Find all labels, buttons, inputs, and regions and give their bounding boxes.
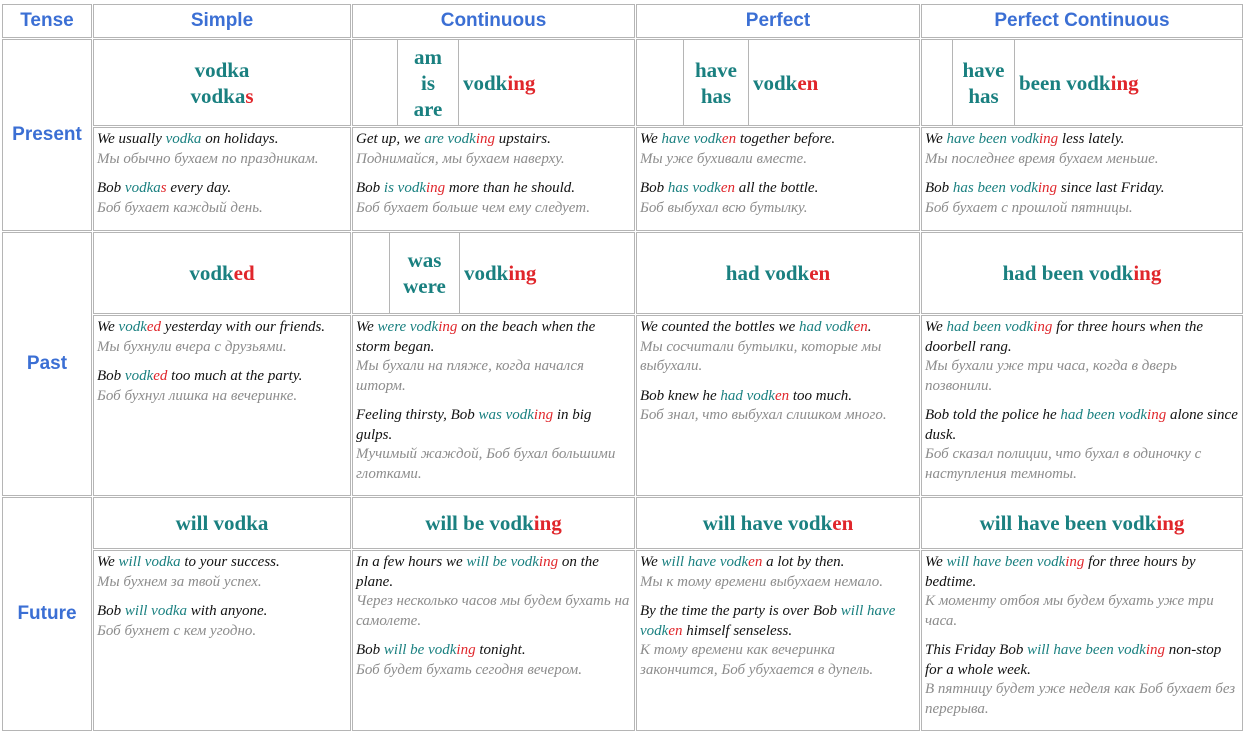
- example-sentence: [925, 553, 1239, 631]
- example-russian: Мы обычно бухаем по праздникам.: [97, 150, 319, 167]
- example-sentence: [97, 318, 347, 357]
- header-perfect: Perfect: [636, 4, 920, 38]
- example-sentence: [640, 130, 916, 169]
- example-russian: Боб будет бухать сегодня вечером.: [356, 661, 582, 678]
- example-english: Bob vodked too much at the party.: [97, 368, 303, 384]
- row-label-past: Past: [2, 232, 92, 496]
- examples-past-continuous: [352, 315, 635, 496]
- example-sentence: [925, 406, 1239, 484]
- example-russian: Мы к тому времени выбухаем немало.: [640, 573, 883, 590]
- examples-future-perfect: [636, 550, 920, 731]
- aux-stack: have has: [962, 57, 1005, 108]
- example-russian: Боб выбухал всю бутылку.: [640, 199, 808, 216]
- verb-form: been vodk ing: [1019, 70, 1139, 95]
- form-line: vodka: [194, 57, 250, 82]
- example-russian: В пятницу будет уже неделя как Боб бухает без перерыва.: [925, 681, 1236, 717]
- example-sentence: [97, 367, 347, 406]
- example-english: Feeling thirsty, Bob was vodking in big gulps.: [356, 407, 592, 443]
- example-english: We will have vodken a lot by then.: [640, 554, 845, 570]
- example-sentence: [640, 387, 916, 426]
- example-sentence: [640, 553, 916, 592]
- example-english: We usually vodka on holidays.: [97, 131, 279, 147]
- example-russian: Поднимайся, мы бухаем наверху.: [356, 150, 565, 167]
- row-label-future: Future: [2, 497, 92, 731]
- form-present-simple: [93, 39, 351, 126]
- example-sentence: [356, 318, 631, 396]
- example-sentence: [640, 179, 916, 218]
- example-sentence: [356, 406, 631, 484]
- verb-form: vodk en: [753, 70, 819, 95]
- form-past-perfect: had vodk en: [636, 232, 920, 314]
- example-russian: Мы бухали уже три часа, когда в дверь позвонили.: [925, 358, 1177, 394]
- example-russian: Мучимый жаждой, Боб бухал большими глотками.: [356, 446, 616, 482]
- form-present-continuous: [352, 39, 635, 126]
- example-sentence: [925, 641, 1239, 719]
- example-sentence: [925, 179, 1239, 218]
- form-present-perfect: [636, 39, 920, 126]
- example-russian: Мы сосчитали бутылки, которые мы выбухали.: [640, 338, 882, 374]
- header-perfect-continuous: Perfect Continuous: [921, 4, 1243, 38]
- example-russian: К моменту отбоя мы будем бухать уже три часа.: [925, 593, 1214, 629]
- example-english: Bob told the police he had been vodking alone since dusk.: [925, 407, 1238, 443]
- example-english: Bob has been vodking since last Friday.: [925, 180, 1165, 196]
- example-russian: Мы последнее время бухаем меньше.: [925, 150, 1159, 167]
- aux-stack: have has: [695, 57, 737, 108]
- form-present-perfect-continuous: [921, 39, 1243, 126]
- header-simple: Simple: [93, 4, 351, 38]
- example-sentence: [356, 641, 631, 680]
- example-sentence: [97, 602, 347, 641]
- example-english: In a few hours we will be vodking on the plane.: [356, 554, 599, 590]
- example-russian: Мы бухнули вчера с друзьями.: [97, 338, 287, 355]
- example-russian: Боб бухнул лишка на вечеринке.: [97, 387, 298, 404]
- example-sentence: [356, 130, 631, 169]
- example-russian: Мы уже бухивали вместе.: [640, 150, 807, 167]
- example-sentence: [356, 179, 631, 218]
- example-english: By the time the party is over Bob will have vodken himself senseless.: [640, 603, 896, 639]
- example-english: This Friday Bob will have been vodking non-stop for a whole week.: [925, 642, 1222, 678]
- examples-present-perfect: [636, 127, 920, 231]
- example-english: Bob vodkas every day.: [97, 180, 232, 196]
- examples-past-perfect-continuous: [921, 315, 1243, 496]
- form-past-continuous: [352, 232, 635, 314]
- example-english: We have vodken together before.: [640, 131, 836, 147]
- example-russian: Боб бухнет с кем угодно.: [97, 622, 257, 639]
- example-english: We will vodka to your success.: [97, 554, 280, 570]
- examples-future-simple: [93, 550, 351, 731]
- example-sentence: [640, 602, 916, 680]
- example-russian: Мы бухали на пляже, когда начался шторм.: [356, 358, 584, 394]
- row-label-present: Present: [2, 39, 92, 231]
- example-sentence: [925, 318, 1239, 396]
- examples-present-continuous: [352, 127, 635, 231]
- example-english: Bob is vodking more than he should.: [356, 180, 576, 196]
- examples-past-simple: [93, 315, 351, 496]
- example-sentence: [97, 179, 347, 218]
- form-future-perfect: will have vodk en: [636, 497, 920, 549]
- form-line: vodkas: [190, 83, 254, 108]
- examples-future-continuous: [352, 550, 635, 731]
- form-past-perfect-continuous: had been vodk ing: [921, 232, 1243, 314]
- examples-present-simple: [93, 127, 351, 231]
- verb-form: vodk ing: [464, 261, 537, 285]
- example-russian: Боб бухает больше чем ему следует.: [356, 199, 590, 216]
- example-russian: Мы бухнем за твой успех.: [97, 573, 262, 590]
- verb-form: vodk ing: [463, 70, 536, 95]
- example-english: We counted the bottles we had vodken.: [640, 319, 872, 335]
- example-english: Get up, we are vodking upstairs.: [356, 131, 551, 147]
- example-english: Bob knew he had vodken too much.: [640, 387, 853, 404]
- form-future-continuous: will be vodk ing: [352, 497, 635, 549]
- example-english: Bob will vodka with anyone.: [97, 603, 268, 619]
- example-sentence: [356, 553, 631, 631]
- example-russian: Боб знал, что выбухал слишком много.: [640, 407, 887, 423]
- examples-past-perfect: [636, 315, 920, 496]
- example-sentence: [640, 318, 916, 377]
- example-english: Bob will be vodking tonight.: [356, 642, 526, 658]
- example-english: We have been vodking less lately.: [925, 131, 1125, 147]
- example-russian: Боб сказал полиции, что бухал в одиночку с наступления темноты.: [925, 446, 1202, 482]
- aux-stack: was were: [403, 248, 446, 298]
- examples-future-perfect-continuous: [921, 550, 1243, 731]
- example-english: We will have been vodking for three hours by bedtime.: [925, 554, 1196, 590]
- example-russian: Боб бухает каждый день.: [97, 199, 263, 216]
- example-english: Bob has vodken all the bottle.: [640, 180, 819, 196]
- form-past-simple: vodk ed: [93, 232, 351, 314]
- example-russian: Боб бухает с прошлой пятницы.: [925, 199, 1133, 216]
- example-english: We were vodking on the beach when the storm began.: [356, 319, 596, 355]
- example-english: We had been vodking for three hours when the doorbell rang.: [925, 319, 1204, 355]
- example-russian: Через несколько часов мы будем бухать на самолете.: [356, 593, 630, 629]
- examples-present-perfect-continuous: [921, 127, 1243, 231]
- header-tense: Tense: [2, 4, 92, 38]
- example-english: We vodked yesterday with our friends.: [97, 319, 326, 335]
- aux-stack: am is are: [413, 44, 443, 121]
- example-sentence: [925, 130, 1239, 169]
- example-russian: К тому времени как вечеринка закончится, Боб убухается в дупель.: [640, 642, 874, 678]
- example-sentence: [97, 130, 347, 169]
- form-future-perfect-continuous: will have been vodk ing: [921, 497, 1243, 549]
- example-sentence: [97, 553, 347, 592]
- form-future-simple: will vodka: [93, 497, 351, 549]
- header-continuous: Continuous: [352, 4, 635, 38]
